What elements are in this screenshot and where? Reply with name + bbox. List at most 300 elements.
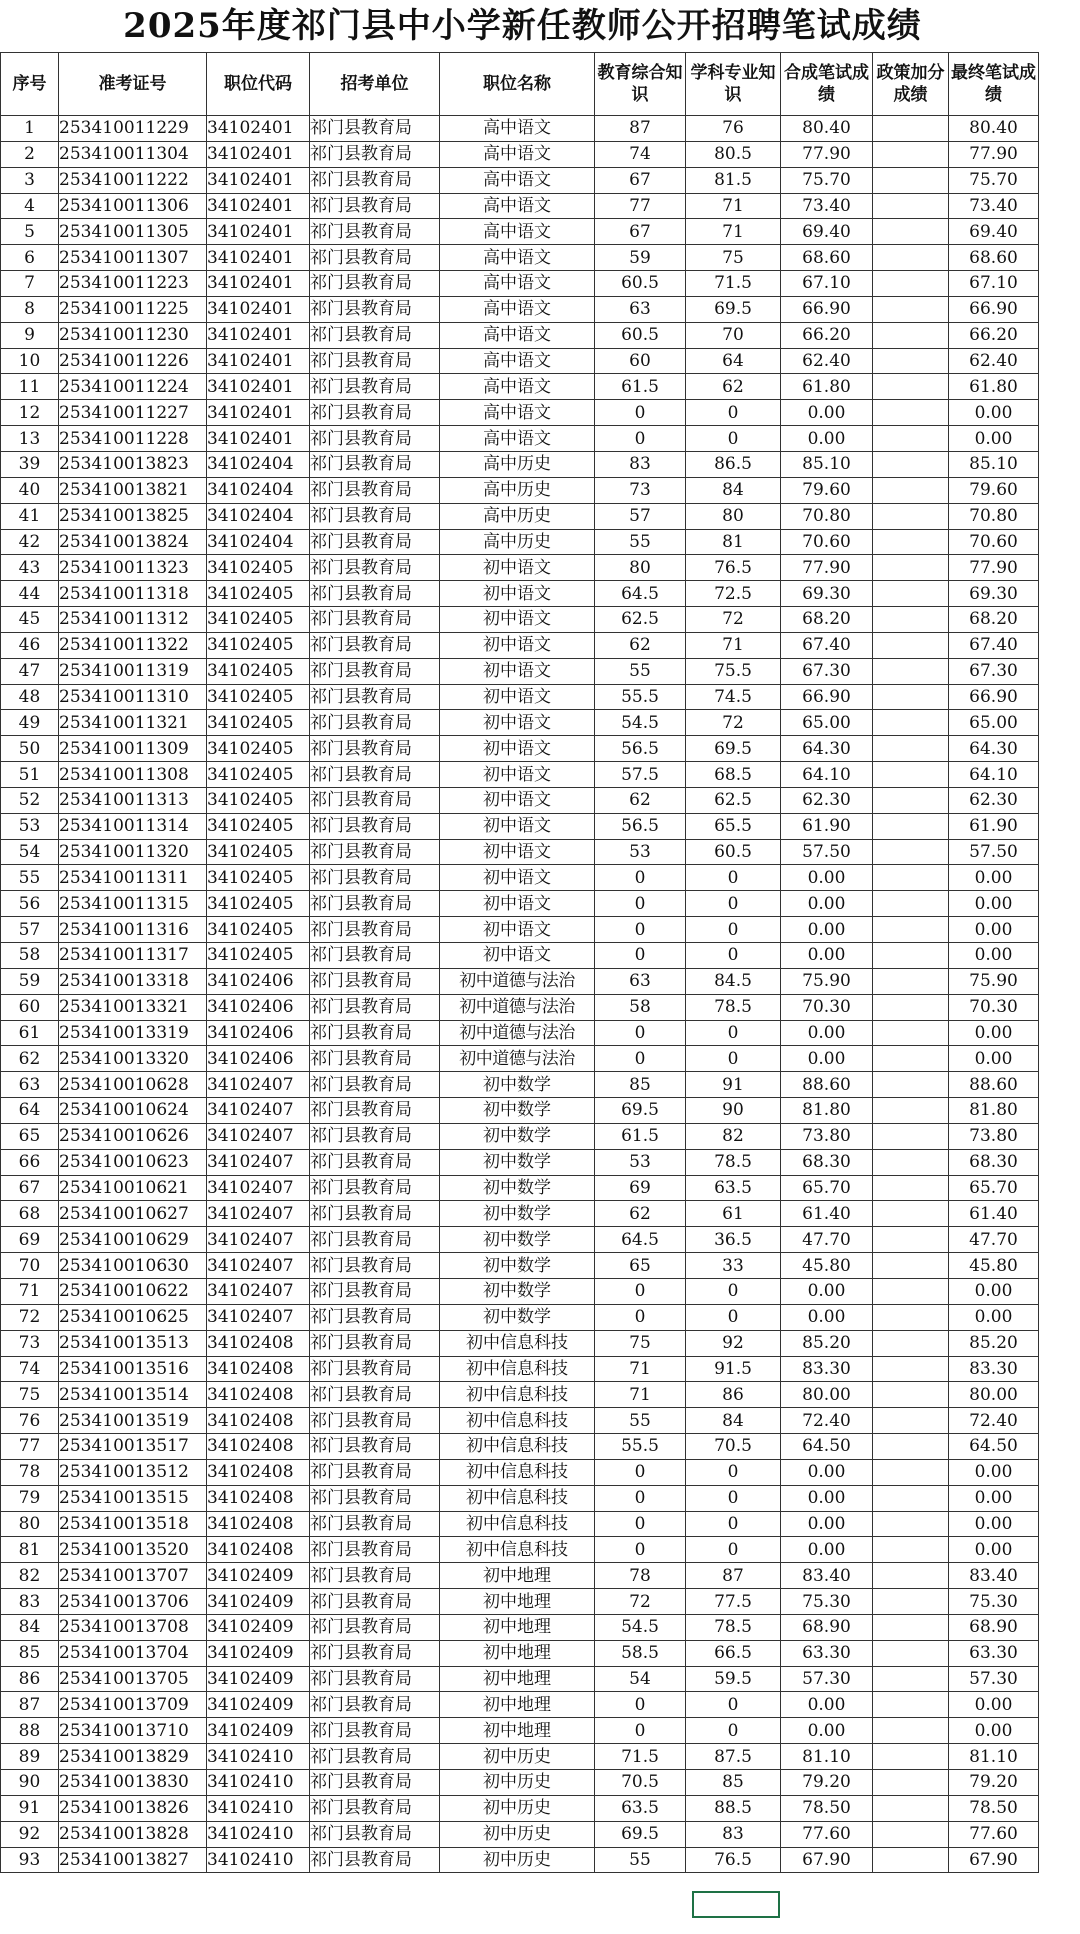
education-score-cell[interactable]: 70.5 [595,1770,686,1796]
position-code-cell[interactable]: 34102405 [207,736,310,762]
unit-cell[interactable]: 祁门县教育局 [310,1614,440,1640]
position-code-cell[interactable]: 34102405 [207,658,310,684]
position-code-cell[interactable]: 34102406 [207,1046,310,1072]
position-code-cell[interactable]: 34102407 [207,1227,310,1253]
index-cell[interactable]: 83 [1,1589,59,1615]
subject-score-cell[interactable]: 63.5 [686,1175,781,1201]
position-code-cell[interactable]: 34102410 [207,1744,310,1770]
ticket-no-cell[interactable]: 253410010630 [59,1253,207,1279]
subject-score-cell[interactable]: 91.5 [686,1356,781,1382]
ticket-no-cell[interactable]: 253410011323 [59,555,207,581]
policy-bonus-cell[interactable] [873,1408,949,1434]
education-score-cell[interactable]: 0 [595,1485,686,1511]
position-code-cell[interactable]: 34102408 [207,1511,310,1537]
index-cell[interactable]: 45 [1,607,59,633]
ticket-no-cell[interactable]: 253410011222 [59,167,207,193]
ticket-no-cell[interactable]: 253410010622 [59,1278,207,1304]
position-name-cell[interactable]: 初中历史 [440,1847,595,1873]
position-code-cell[interactable]: 34102407 [207,1123,310,1149]
subject-score-cell[interactable]: 80.5 [686,141,781,167]
unit-cell[interactable]: 祁门县教育局 [310,426,440,452]
policy-bonus-cell[interactable] [873,632,949,658]
education-score-cell[interactable]: 0 [595,1459,686,1485]
policy-bonus-cell[interactable] [873,658,949,684]
combined-score-cell[interactable]: 0.00 [781,865,873,891]
ticket-no-cell[interactable]: 253410011227 [59,400,207,426]
final-score-cell[interactable]: 85.10 [949,451,1039,477]
subject-score-cell[interactable]: 83 [686,1821,781,1847]
final-score-cell[interactable]: 0.00 [949,1718,1039,1744]
unit-cell[interactable]: 祁门县教育局 [310,1304,440,1330]
subject-score-cell[interactable]: 71 [686,219,781,245]
unit-cell[interactable]: 祁门县教育局 [310,1640,440,1666]
position-code-cell[interactable]: 34102410 [207,1821,310,1847]
position-code-cell[interactable]: 34102401 [207,219,310,245]
index-cell[interactable]: 41 [1,503,59,529]
index-cell[interactable]: 72 [1,1304,59,1330]
combined-score-cell[interactable]: 66.90 [781,296,873,322]
combined-score-cell[interactable]: 0.00 [781,1459,873,1485]
policy-bonus-cell[interactable] [873,1201,949,1227]
position-name-cell[interactable]: 初中信息科技 [440,1511,595,1537]
combined-score-cell[interactable]: 64.30 [781,736,873,762]
index-cell[interactable]: 12 [1,400,59,426]
position-name-cell[interactable]: 初中地理 [440,1666,595,1692]
unit-cell[interactable]: 祁门县教育局 [310,1278,440,1304]
ticket-no-cell[interactable]: 253410011322 [59,632,207,658]
final-score-cell[interactable]: 75.70 [949,167,1039,193]
position-name-cell[interactable]: 高中历史 [440,529,595,555]
position-name-cell[interactable]: 高中语文 [440,296,595,322]
final-score-cell[interactable]: 80.40 [949,116,1039,142]
education-score-cell[interactable]: 62 [595,632,686,658]
unit-cell[interactable]: 祁门县教育局 [310,1253,440,1279]
subject-score-cell[interactable]: 0 [686,891,781,917]
combined-score-cell[interactable]: 75.70 [781,167,873,193]
position-code-cell[interactable]: 34102408 [207,1408,310,1434]
combined-score-cell[interactable]: 67.10 [781,271,873,297]
unit-cell[interactable]: 祁门县教育局 [310,1537,440,1563]
subject-score-cell[interactable]: 76 [686,116,781,142]
ticket-no-cell[interactable]: 253410013513 [59,1330,207,1356]
position-code-cell[interactable]: 34102401 [207,167,310,193]
ticket-no-cell[interactable]: 253410011306 [59,193,207,219]
position-name-cell[interactable]: 初中地理 [440,1614,595,1640]
ticket-no-cell[interactable]: 253410013512 [59,1459,207,1485]
unit-cell[interactable]: 祁门县教育局 [310,684,440,710]
unit-cell[interactable]: 祁门县教育局 [310,1666,440,1692]
ticket-no-cell[interactable]: 253410010624 [59,1098,207,1124]
ticket-no-cell[interactable]: 253410013826 [59,1795,207,1821]
ticket-no-cell[interactable]: 253410013705 [59,1666,207,1692]
subject-score-cell[interactable]: 0 [686,400,781,426]
combined-score-cell[interactable]: 83.30 [781,1356,873,1382]
position-name-cell[interactable]: 初中信息科技 [440,1434,595,1460]
final-score-cell[interactable]: 45.80 [949,1253,1039,1279]
education-score-cell[interactable]: 0 [595,1692,686,1718]
ticket-no-cell[interactable]: 253410011309 [59,736,207,762]
subject-score-cell[interactable]: 0 [686,1485,781,1511]
education-score-cell[interactable]: 0 [595,1278,686,1304]
ticket-no-cell[interactable]: 253410013520 [59,1537,207,1563]
final-score-cell[interactable]: 75.30 [949,1589,1039,1615]
subject-score-cell[interactable]: 85 [686,1770,781,1796]
position-code-cell[interactable]: 34102405 [207,607,310,633]
unit-cell[interactable]: 祁门县教育局 [310,374,440,400]
education-score-cell[interactable]: 0 [595,1537,686,1563]
final-score-cell[interactable]: 68.20 [949,607,1039,633]
position-name-cell[interactable]: 高中语文 [440,400,595,426]
ticket-no-cell[interactable]: 253410013830 [59,1770,207,1796]
combined-score-cell[interactable]: 61.90 [781,813,873,839]
education-score-cell[interactable]: 63.5 [595,1795,686,1821]
education-score-cell[interactable]: 55 [595,658,686,684]
position-name-cell[interactable]: 初中语文 [440,787,595,813]
index-cell[interactable]: 11 [1,374,59,400]
final-score-cell[interactable]: 79.20 [949,1770,1039,1796]
final-score-cell[interactable]: 77.90 [949,555,1039,581]
subject-score-cell[interactable]: 0 [686,917,781,943]
unit-cell[interactable]: 祁门县教育局 [310,1123,440,1149]
position-code-cell[interactable]: 34102408 [207,1382,310,1408]
unit-cell[interactable]: 祁门县教育局 [310,503,440,529]
position-name-cell[interactable]: 初中语文 [440,581,595,607]
policy-bonus-cell[interactable] [873,581,949,607]
subject-score-cell[interactable]: 0 [686,1020,781,1046]
header-cell-unit[interactable]: 招考单位 [310,53,440,116]
policy-bonus-cell[interactable] [873,374,949,400]
position-name-cell[interactable]: 初中语文 [440,736,595,762]
unit-cell[interactable]: 祁门县教育局 [310,1175,440,1201]
ticket-no-cell[interactable]: 253410010629 [59,1227,207,1253]
unit-cell[interactable]: 祁门县教育局 [310,1201,440,1227]
subject-score-cell[interactable]: 62 [686,374,781,400]
policy-bonus-cell[interactable] [873,271,949,297]
unit-cell[interactable]: 祁门县教育局 [310,1072,440,1098]
combined-score-cell[interactable]: 65.70 [781,1175,873,1201]
unit-cell[interactable]: 祁门县教育局 [310,1795,440,1821]
final-score-cell[interactable]: 0.00 [949,1511,1039,1537]
position-name-cell[interactable]: 初中数学 [440,1175,595,1201]
final-score-cell[interactable]: 77.90 [949,141,1039,167]
policy-bonus-cell[interactable] [873,917,949,943]
index-cell[interactable]: 80 [1,1511,59,1537]
index-cell[interactable]: 51 [1,762,59,788]
combined-score-cell[interactable]: 0.00 [781,917,873,943]
position-name-cell[interactable]: 高中语文 [440,426,595,452]
position-code-cell[interactable]: 34102407 [207,1072,310,1098]
index-cell[interactable]: 64 [1,1098,59,1124]
combined-score-cell[interactable]: 0.00 [781,1718,873,1744]
index-cell[interactable]: 63 [1,1072,59,1098]
policy-bonus-cell[interactable] [873,684,949,710]
ticket-no-cell[interactable]: 253410013823 [59,451,207,477]
index-cell[interactable]: 53 [1,813,59,839]
ticket-no-cell[interactable]: 253410011317 [59,943,207,969]
subject-score-cell[interactable]: 0 [686,1692,781,1718]
position-name-cell[interactable]: 初中信息科技 [440,1537,595,1563]
ticket-no-cell[interactable]: 253410011315 [59,891,207,917]
policy-bonus-cell[interactable] [873,219,949,245]
subject-score-cell[interactable]: 0 [686,1046,781,1072]
index-cell[interactable]: 59 [1,968,59,994]
final-score-cell[interactable]: 61.40 [949,1201,1039,1227]
unit-cell[interactable]: 祁门县教育局 [310,891,440,917]
education-score-cell[interactable]: 71.5 [595,1744,686,1770]
index-cell[interactable]: 40 [1,477,59,503]
education-score-cell[interactable]: 53 [595,839,686,865]
index-cell[interactable]: 62 [1,1046,59,1072]
final-score-cell[interactable]: 66.90 [949,296,1039,322]
position-code-cell[interactable]: 34102401 [207,374,310,400]
position-code-cell[interactable]: 34102401 [207,271,310,297]
policy-bonus-cell[interactable] [873,736,949,762]
position-code-cell[interactable]: 34102401 [207,141,310,167]
subject-score-cell[interactable]: 0 [686,943,781,969]
final-score-cell[interactable]: 0.00 [949,1459,1039,1485]
position-code-cell[interactable]: 34102406 [207,994,310,1020]
final-score-cell[interactable]: 0.00 [949,1278,1039,1304]
combined-score-cell[interactable]: 67.30 [781,658,873,684]
policy-bonus-cell[interactable] [873,891,949,917]
header-cell-index[interactable]: 序号 [1,53,59,116]
policy-bonus-cell[interactable] [873,1718,949,1744]
unit-cell[interactable]: 祁门县教育局 [310,1770,440,1796]
ticket-no-cell[interactable]: 253410013829 [59,1744,207,1770]
combined-score-cell[interactable]: 72.40 [781,1408,873,1434]
combined-score-cell[interactable]: 70.60 [781,529,873,555]
unit-cell[interactable]: 祁门县教育局 [310,1821,440,1847]
ticket-no-cell[interactable]: 253410011318 [59,581,207,607]
ticket-no-cell[interactable]: 253410011312 [59,607,207,633]
position-name-cell[interactable]: 初中数学 [440,1098,595,1124]
position-name-cell[interactable]: 初中道德与法治 [440,994,595,1020]
unit-cell[interactable]: 祁门县教育局 [310,1434,440,1460]
position-name-cell[interactable]: 高中语文 [440,322,595,348]
ticket-no-cell[interactable]: 253410013706 [59,1589,207,1615]
header-cell-ticket-no[interactable]: 准考证号 [59,53,207,116]
combined-score-cell[interactable]: 81.80 [781,1098,873,1124]
education-score-cell[interactable]: 0 [595,943,686,969]
policy-bonus-cell[interactable] [873,1227,949,1253]
policy-bonus-cell[interactable] [873,943,949,969]
final-score-cell[interactable]: 70.80 [949,503,1039,529]
index-cell[interactable]: 1 [1,116,59,142]
position-code-cell[interactable]: 34102408 [207,1537,310,1563]
policy-bonus-cell[interactable] [873,426,949,452]
policy-bonus-cell[interactable] [873,1149,949,1175]
ticket-no-cell[interactable]: 253410011224 [59,374,207,400]
index-cell[interactable]: 91 [1,1795,59,1821]
subject-score-cell[interactable]: 65.5 [686,813,781,839]
position-name-cell[interactable]: 初中语文 [440,865,595,891]
ticket-no-cell[interactable]: 253410013515 [59,1485,207,1511]
combined-score-cell[interactable]: 68.90 [781,1614,873,1640]
policy-bonus-cell[interactable] [873,994,949,1020]
combined-score-cell[interactable]: 0.00 [781,1511,873,1537]
education-score-cell[interactable]: 62 [595,787,686,813]
position-code-cell[interactable]: 34102404 [207,529,310,555]
unit-cell[interactable]: 祁门县教育局 [310,477,440,503]
position-name-cell[interactable]: 初中地理 [440,1718,595,1744]
position-code-cell[interactable]: 34102405 [207,684,310,710]
position-code-cell[interactable]: 34102405 [207,865,310,891]
subject-score-cell[interactable]: 62.5 [686,787,781,813]
position-code-cell[interactable]: 34102405 [207,632,310,658]
position-name-cell[interactable]: 初中数学 [440,1123,595,1149]
combined-score-cell[interactable]: 80.00 [781,1382,873,1408]
combined-score-cell[interactable]: 61.80 [781,374,873,400]
header-cell-education-score[interactable]: 教育综合知识 [595,53,686,116]
combined-score-cell[interactable]: 57.30 [781,1666,873,1692]
position-name-cell[interactable]: 初中语文 [440,684,595,710]
education-score-cell[interactable]: 54.5 [595,710,686,736]
final-score-cell[interactable]: 68.90 [949,1614,1039,1640]
index-cell[interactable]: 88 [1,1718,59,1744]
ticket-no-cell[interactable]: 253410011308 [59,762,207,788]
policy-bonus-cell[interactable] [873,839,949,865]
unit-cell[interactable]: 祁门县教育局 [310,1020,440,1046]
education-score-cell[interactable]: 61.5 [595,1123,686,1149]
header-cell-subject-score[interactable]: 学科专业知识 [686,53,781,116]
unit-cell[interactable]: 祁门县教育局 [310,1744,440,1770]
ticket-no-cell[interactable]: 253410010621 [59,1175,207,1201]
index-cell[interactable]: 71 [1,1278,59,1304]
education-score-cell[interactable]: 56.5 [595,813,686,839]
final-score-cell[interactable]: 67.40 [949,632,1039,658]
combined-score-cell[interactable]: 75.90 [781,968,873,994]
final-score-cell[interactable]: 68.60 [949,245,1039,271]
index-cell[interactable]: 43 [1,555,59,581]
final-score-cell[interactable]: 0.00 [949,1046,1039,1072]
policy-bonus-cell[interactable] [873,762,949,788]
position-name-cell[interactable]: 高中语文 [440,141,595,167]
combined-score-cell[interactable]: 83.40 [781,1563,873,1589]
combined-score-cell[interactable]: 77.90 [781,555,873,581]
combined-score-cell[interactable]: 0.00 [781,1692,873,1718]
position-name-cell[interactable]: 初中地理 [440,1692,595,1718]
header-cell-policy-bonus[interactable]: 政策加分成绩 [873,53,949,116]
ticket-no-cell[interactable]: 253410011310 [59,684,207,710]
ticket-no-cell[interactable]: 253410013828 [59,1821,207,1847]
final-score-cell[interactable]: 0.00 [949,1537,1039,1563]
position-code-cell[interactable]: 34102405 [207,917,310,943]
position-code-cell[interactable]: 34102405 [207,710,310,736]
education-score-cell[interactable]: 67 [595,219,686,245]
position-name-cell[interactable]: 初中信息科技 [440,1356,595,1382]
policy-bonus-cell[interactable] [873,968,949,994]
policy-bonus-cell[interactable] [873,1770,949,1796]
combined-score-cell[interactable]: 0.00 [781,426,873,452]
policy-bonus-cell[interactable] [873,1744,949,1770]
index-cell[interactable]: 6 [1,245,59,271]
education-score-cell[interactable]: 65 [595,1253,686,1279]
education-score-cell[interactable]: 60 [595,348,686,374]
education-score-cell[interactable]: 54.5 [595,1614,686,1640]
subject-score-cell[interactable]: 81 [686,529,781,555]
subject-score-cell[interactable]: 0 [686,1459,781,1485]
unit-cell[interactable]: 祁门县教育局 [310,1589,440,1615]
education-score-cell[interactable]: 63 [595,296,686,322]
unit-cell[interactable]: 祁门县教育局 [310,1692,440,1718]
education-score-cell[interactable]: 62 [595,1201,686,1227]
final-score-cell[interactable]: 81.80 [949,1098,1039,1124]
subject-score-cell[interactable]: 86 [686,1382,781,1408]
final-score-cell[interactable]: 79.60 [949,477,1039,503]
subject-score-cell[interactable]: 36.5 [686,1227,781,1253]
index-cell[interactable]: 79 [1,1485,59,1511]
final-score-cell[interactable]: 0.00 [949,1485,1039,1511]
unit-cell[interactable]: 祁门县教育局 [310,1459,440,1485]
subject-score-cell[interactable]: 71.5 [686,271,781,297]
final-score-cell[interactable]: 85.20 [949,1330,1039,1356]
index-cell[interactable]: 10 [1,348,59,374]
final-score-cell[interactable]: 63.30 [949,1640,1039,1666]
subject-score-cell[interactable]: 0 [686,1278,781,1304]
unit-cell[interactable]: 祁门县教育局 [310,1227,440,1253]
combined-score-cell[interactable]: 67.40 [781,632,873,658]
education-score-cell[interactable]: 0 [595,400,686,426]
unit-cell[interactable]: 祁门县教育局 [310,193,440,219]
position-code-cell[interactable]: 34102407 [207,1149,310,1175]
education-score-cell[interactable]: 58.5 [595,1640,686,1666]
education-score-cell[interactable]: 55.5 [595,684,686,710]
unit-cell[interactable]: 祁门县教育局 [310,968,440,994]
index-cell[interactable]: 5 [1,219,59,245]
policy-bonus-cell[interactable] [873,348,949,374]
unit-cell[interactable]: 祁门县教育局 [310,322,440,348]
final-score-cell[interactable]: 57.30 [949,1666,1039,1692]
index-cell[interactable]: 76 [1,1408,59,1434]
position-name-cell[interactable]: 高中语文 [440,167,595,193]
unit-cell[interactable]: 祁门县教育局 [310,451,440,477]
final-score-cell[interactable]: 64.50 [949,1434,1039,1460]
education-score-cell[interactable]: 0 [595,865,686,891]
policy-bonus-cell[interactable] [873,245,949,271]
ticket-no-cell[interactable]: 253410011226 [59,348,207,374]
ticket-no-cell[interactable]: 253410013514 [59,1382,207,1408]
education-score-cell[interactable]: 62.5 [595,607,686,633]
subject-score-cell[interactable]: 75.5 [686,658,781,684]
ticket-no-cell[interactable]: 253410013821 [59,477,207,503]
index-cell[interactable]: 3 [1,167,59,193]
position-name-cell[interactable]: 高中语文 [440,245,595,271]
policy-bonus-cell[interactable] [873,1847,949,1873]
ticket-no-cell[interactable]: 253410013710 [59,1718,207,1744]
subject-score-cell[interactable]: 80 [686,503,781,529]
unit-cell[interactable]: 祁门县教育局 [310,219,440,245]
combined-score-cell[interactable]: 45.80 [781,1253,873,1279]
education-score-cell[interactable]: 72 [595,1589,686,1615]
position-name-cell[interactable]: 初中信息科技 [440,1382,595,1408]
ticket-no-cell[interactable]: 253410010626 [59,1123,207,1149]
position-code-cell[interactable]: 34102407 [207,1201,310,1227]
position-code-cell[interactable]: 34102407 [207,1304,310,1330]
policy-bonus-cell[interactable] [873,1098,949,1124]
position-name-cell[interactable]: 初中数学 [440,1253,595,1279]
policy-bonus-cell[interactable] [873,607,949,633]
subject-score-cell[interactable]: 86.5 [686,451,781,477]
policy-bonus-cell[interactable] [873,1640,949,1666]
final-score-cell[interactable]: 66.20 [949,322,1039,348]
position-code-cell[interactable]: 34102401 [207,348,310,374]
subject-score-cell[interactable]: 82 [686,1123,781,1149]
position-code-cell[interactable]: 34102401 [207,116,310,142]
index-cell[interactable]: 55 [1,865,59,891]
subject-score-cell[interactable]: 92 [686,1330,781,1356]
combined-score-cell[interactable]: 63.30 [781,1640,873,1666]
position-name-cell[interactable]: 初中地理 [440,1640,595,1666]
